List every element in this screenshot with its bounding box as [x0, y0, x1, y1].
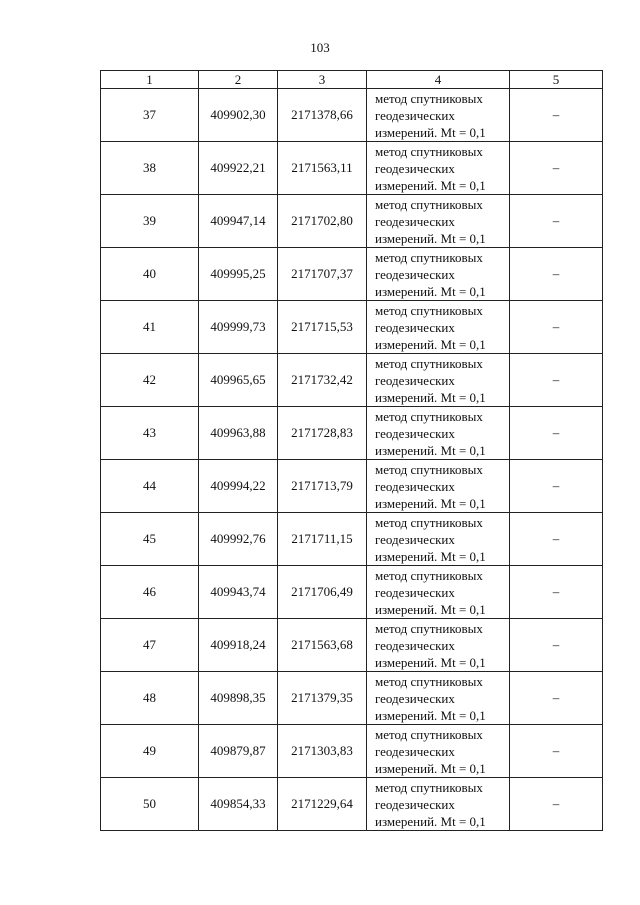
table-row — [101, 725, 603, 778]
point-number-cell: 39 — [101, 195, 199, 248]
point-number-cell: 49 — [101, 725, 199, 778]
note-cell: – — [510, 460, 603, 513]
point-number-cell: 38 — [101, 142, 199, 195]
method-line: измерений. Mt = 0,1 — [375, 495, 486, 511]
method-line: геодезических — [375, 796, 455, 812]
point-number-cell: 45 — [101, 513, 199, 566]
method-line: метод спутниковых — [375, 779, 483, 795]
method-line: измерений. Mt = 0,1 — [375, 548, 486, 564]
y-coordinate-cell: 2171732,42 — [278, 354, 367, 407]
y-coordinate-cell: 2171707,37 — [278, 248, 367, 301]
point-number-cell: 41 — [101, 301, 199, 354]
point-number-cell: 37 — [101, 89, 199, 142]
column-header-2: 2 — [199, 71, 278, 89]
note-cell: – — [510, 672, 603, 725]
method-line: геодезических — [375, 213, 455, 229]
x-coordinate-cell: 409995,25 — [199, 248, 278, 301]
point-number-cell: 40 — [101, 248, 199, 301]
y-coordinate-cell: 2171378,66 — [278, 89, 367, 142]
x-coordinate-cell: 409918,24 — [199, 619, 278, 672]
method-cell — [367, 566, 510, 619]
x-coordinate-cell: 409999,73 — [199, 301, 278, 354]
method-cell — [367, 195, 510, 248]
method-cell — [367, 619, 510, 672]
method-cell — [367, 248, 510, 301]
y-coordinate-cell: 2171715,53 — [278, 301, 367, 354]
y-coordinate-cell: 2171711,15 — [278, 513, 367, 566]
method-cell — [367, 672, 510, 725]
table-row — [101, 460, 603, 513]
method-line: метод спутниковых — [375, 355, 483, 371]
y-coordinate-cell: 2171728,83 — [278, 407, 367, 460]
note-cell: – — [510, 619, 603, 672]
method-line: геодезических — [375, 107, 455, 123]
point-number-cell: 42 — [101, 354, 199, 407]
method-line: геодезических — [375, 319, 455, 335]
column-header-1: 1 — [101, 71, 199, 89]
method-line: измерений. Mt = 0,1 — [375, 601, 486, 617]
coordinates-table — [100, 70, 603, 831]
y-coordinate-cell: 2171303,83 — [278, 725, 367, 778]
method-line: измерений. Mt = 0,1 — [375, 389, 486, 405]
table-row — [101, 619, 603, 672]
table-row — [101, 407, 603, 460]
table-row — [101, 513, 603, 566]
method-line: метод спутниковых — [375, 620, 483, 636]
point-number-cell: 47 — [101, 619, 199, 672]
method-cell — [367, 513, 510, 566]
method-cell — [367, 460, 510, 513]
note-cell: – — [510, 513, 603, 566]
method-cell — [367, 301, 510, 354]
method-cell — [367, 778, 510, 831]
note-cell: – — [510, 142, 603, 195]
table-row — [101, 142, 603, 195]
x-coordinate-cell: 409902,30 — [199, 89, 278, 142]
x-coordinate-cell: 409922,21 — [199, 142, 278, 195]
column-header-4: 4 — [367, 71, 510, 89]
method-line: метод спутниковых — [375, 90, 483, 106]
method-line: измерений. Mt = 0,1 — [375, 654, 486, 670]
method-line: геодезических — [375, 266, 455, 282]
method-cell — [367, 407, 510, 460]
method-line: измерений. Mt = 0,1 — [375, 707, 486, 723]
method-line: геодезических — [375, 160, 455, 176]
method-line: геодезических — [375, 637, 455, 653]
method-line: геодезических — [375, 372, 455, 388]
x-coordinate-cell: 409943,74 — [199, 566, 278, 619]
method-line: геодезических — [375, 531, 455, 547]
method-line: метод спутниковых — [375, 514, 483, 530]
method-line: измерений. Mt = 0,1 — [375, 336, 486, 352]
method-line: измерений. Mt = 0,1 — [375, 230, 486, 246]
column-header-3: 3 — [278, 71, 367, 89]
method-line: геодезических — [375, 690, 455, 706]
method-line: метод спутниковых — [375, 196, 483, 212]
table-row — [101, 566, 603, 619]
method-cell — [367, 354, 510, 407]
table-row — [101, 195, 603, 248]
method-line: измерений. Mt = 0,1 — [375, 442, 486, 458]
method-line: измерений. Mt = 0,1 — [375, 283, 486, 299]
method-line: геодезических — [375, 743, 455, 759]
x-coordinate-cell: 409963,88 — [199, 407, 278, 460]
table-row — [101, 672, 603, 725]
y-coordinate-cell: 2171563,68 — [278, 619, 367, 672]
point-number-cell: 43 — [101, 407, 199, 460]
method-line: метод спутниковых — [375, 673, 483, 689]
note-cell: – — [510, 195, 603, 248]
method-line: метод спутниковых — [375, 567, 483, 583]
point-number-cell: 46 — [101, 566, 199, 619]
column-header-5: 5 — [510, 71, 603, 89]
method-line: метод спутниковых — [375, 408, 483, 424]
method-line: метод спутниковых — [375, 461, 483, 477]
method-line: геодезических — [375, 478, 455, 494]
method-line: метод спутниковых — [375, 726, 483, 742]
note-cell: – — [510, 89, 603, 142]
x-coordinate-cell: 409965,65 — [199, 354, 278, 407]
y-coordinate-cell: 2171379,35 — [278, 672, 367, 725]
method-line: измерений. Mt = 0,1 — [375, 177, 486, 193]
x-coordinate-cell: 409947,14 — [199, 195, 278, 248]
note-cell: – — [510, 566, 603, 619]
table-header-row — [101, 71, 603, 89]
note-cell: – — [510, 301, 603, 354]
note-cell: – — [510, 778, 603, 831]
y-coordinate-cell: 2171702,80 — [278, 195, 367, 248]
x-coordinate-cell: 409898,35 — [199, 672, 278, 725]
table-body — [101, 89, 603, 831]
page-number: 103 — [310, 40, 330, 55]
method-line: геодезических — [375, 584, 455, 600]
table-row — [101, 354, 603, 407]
y-coordinate-cell: 2171706,49 — [278, 566, 367, 619]
method-line: геодезических — [375, 425, 455, 441]
x-coordinate-cell: 409992,76 — [199, 513, 278, 566]
method-line: измерений. Mt = 0,1 — [375, 760, 486, 776]
x-coordinate-cell: 409879,87 — [199, 725, 278, 778]
x-coordinate-cell: 409994,22 — [199, 460, 278, 513]
method-cell — [367, 142, 510, 195]
point-number-cell: 48 — [101, 672, 199, 725]
point-number-cell: 44 — [101, 460, 199, 513]
x-coordinate-cell: 409854,33 — [199, 778, 278, 831]
method-line: метод спутниковых — [375, 143, 483, 159]
y-coordinate-cell: 2171713,79 — [278, 460, 367, 513]
note-cell: – — [510, 407, 603, 460]
table-row — [101, 89, 603, 142]
method-cell — [367, 89, 510, 142]
method-line: измерений. Mt = 0,1 — [375, 813, 486, 829]
table-row — [101, 778, 603, 831]
table-row — [101, 248, 603, 301]
point-number-cell: 50 — [101, 778, 199, 831]
method-cell — [367, 725, 510, 778]
method-line: метод спутниковых — [375, 302, 483, 318]
note-cell: – — [510, 725, 603, 778]
method-line: метод спутниковых — [375, 249, 483, 265]
note-cell: – — [510, 248, 603, 301]
y-coordinate-cell: 2171229,64 — [278, 778, 367, 831]
note-cell: – — [510, 354, 603, 407]
table-row — [101, 301, 603, 354]
y-coordinate-cell: 2171563,11 — [278, 142, 367, 195]
method-line: измерений. Mt = 0,1 — [375, 124, 486, 140]
